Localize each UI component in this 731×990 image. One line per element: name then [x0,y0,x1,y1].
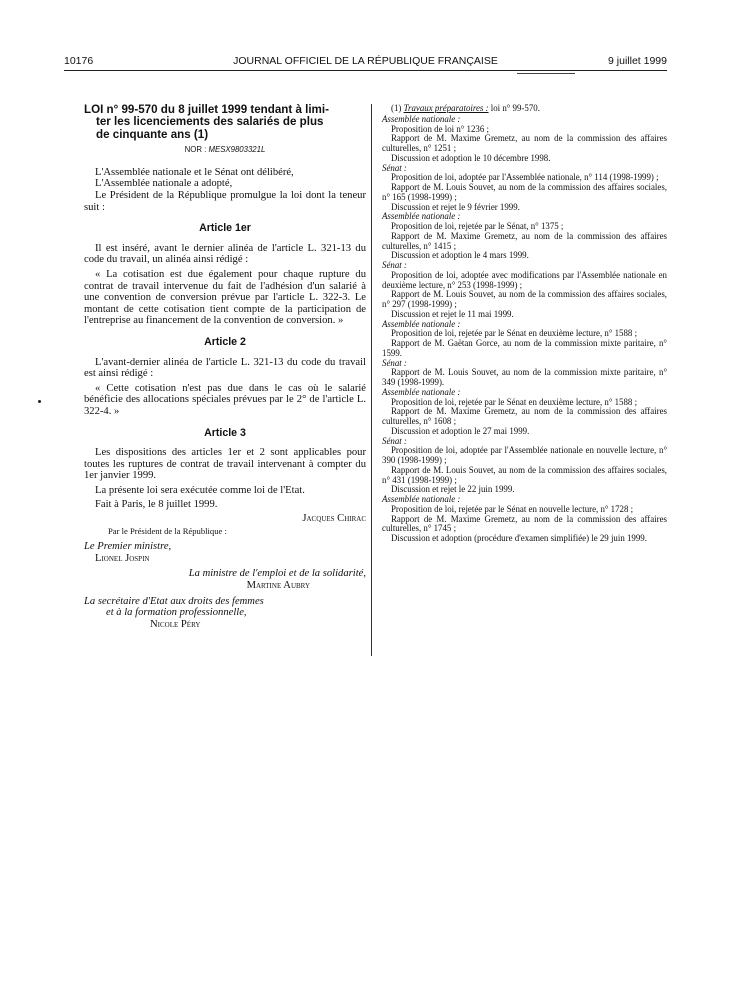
prime-minister-name: Lionel Jospin [95,552,150,564]
chamber-heading: Assemblée nationale : [382,318,461,329]
history-item: Proposition de loi, adoptée par l'Assemblée nationale, n° 114 (1998-1999) ; [391,172,659,183]
secretary-name: Nicole Péry [150,618,201,630]
journal-title: JOURNAL OFFICIEL DE LA RÉPUBLIQUE FRANÇAISE [233,55,498,67]
history-item: Proposition de loi, rejetée par le Sénat, n° 1375 ; [391,221,564,231]
header-rule-short [517,73,575,74]
minister-title: La ministre de l'emploi et de la solidarité, [188,568,366,580]
chamber-heading: Sénat : [382,435,407,446]
done-at: Fait à Paris, le 8 juillet 1999. [95,499,218,511]
chamber-heading: Assemblée nationale : [382,494,461,504]
margin-mark [38,400,41,403]
header-rule [64,70,667,71]
history-item: Rapport de M. Louis Souvet, au nom de la commission mixte paritaire, n° 349 (1998-1999). [382,367,667,387]
chamber-heading: Assemblée nationale : [382,211,461,222]
article-paragraph: L'avant-dernier alinéa de l'article L. 321-13 du code du travail est ainsi rédigé : [84,356,366,380]
footnote-text: loi n° 99-570. [490,103,540,113]
article-paragraph: « La cotisation est due également pour chaque rupture du contrat de travail intervenue du fait de l'adhésion d'un salarié à une convention de conversion prévue par l'article L. 322-3. Le montant de cette cotisation tient compte de la participation de l'entreprise au financement de la convention de conversion. » [84,268,366,327]
law-title-line: de cinquante ans (1) [96,127,209,141]
secretary-title: et à la formation professionnelle, [106,607,247,619]
nor-label: NOR : [184,145,207,155]
history-item: Proposition de loi, rejetée par le Sénat en deuxième lecture, n° 1588 ; [391,328,638,339]
footnote-column [382,104,667,544]
history-item: Rapport de M. Maxime Gremetz, au nom de la commission des affaires culturelles, n° 1415 ; [382,230,667,251]
history-item: Rapport de M. Louis Souvet, au nom de la commission des affaires sociales, n° 431 (1998-1999) ; [382,464,667,485]
article-paragraph: Les dispositions des articles 1er et 2 sont applicables pour toutes les ruptures de contrat de travail intervenant à compter du 1er janvier 1999. [84,447,366,482]
history-item: Discussion et adoption le 10 décembre 1998. [391,152,551,163]
history-item: Rapport de M. Maxime Gremetz, au nom de la commission des affaires culturelles, n° 1745 ; [382,513,667,534]
footnote-number: (1) [391,103,402,113]
preamble-line: Le Président de la République promulgue la loi dont la teneur suit : [84,190,366,213]
preamble-line: L'Assemblée nationale et le Sénat ont délibéré, [95,166,294,178]
law-column [84,104,366,630]
legislative-history [382,115,667,544]
history-item: Discussion et adoption le 4 mars 1999. [391,250,529,261]
chamber-heading: Sénat : [382,162,407,173]
by-president: Par le Président de la République : [108,525,227,536]
article-paragraph: Il est inséré, avant le dernier alinéa de l'article L. 321-13 du code du travail, un alinéa ainsi rédigé : [84,242,366,266]
chamber-heading: Assemblée nationale : [382,386,461,397]
president-signature: Jacques Chirac [302,513,366,525]
chamber-heading: Sénat : [382,357,407,368]
history-item: Proposition de loi, rejetée par le Sénat en deuxième lecture, n° 1588 ; [391,396,638,407]
article-paragraph: La présente loi sera exécutée comme loi de l'Etat. [95,484,305,496]
history-item: Proposition de loi, rejetée par le Sénat en nouvelle lecture, n° 1728 ; [391,503,634,514]
history-item: Proposition de loi, adoptée avec modifications par l'Assemblée nationale en deuxième lecture, n° 253 (1998-1999) ; [382,269,667,290]
history-item: Discussion et rejet le 11 mai 1999. [391,308,514,319]
history-item: Rapport de M. Louis Souvet, au nom de la commission des affaires sociales, n° 297 (1998-1999) ; [382,289,667,309]
history-item: Rapport de M. Louis Souvet, au nom de la commission des affaires sociales, n° 165 (1998-1999) ; [382,182,667,202]
page-number: 10176 [64,55,94,67]
history-item: Proposition de loi, adoptée par l'Assemblée nationale en nouvelle lecture, n° 390 (1998-1999) ; [382,445,667,465]
page-header [64,52,667,68]
chamber-heading: Sénat : [382,260,407,270]
minister-name: Martine Aubry [246,580,310,592]
law-title-line: ter les licenciements des salariés de plus [96,115,324,129]
law-title [84,104,366,141]
footnote-label: Travaux préparatoires : [403,103,489,113]
article-3-title: Article 3 [204,426,246,439]
preamble-line: L'Assemblée nationale a adopté, [95,178,233,190]
nor-code: MESX9803321L [208,145,266,155]
chamber-heading: Assemblée nationale : [382,113,461,124]
secretary-title: La secrétaire d'Etat aux droits des femmes [84,595,264,607]
history-item: Rapport de M. Gaëtan Gorce, au nom de la commission mixte paritaire, n° 1599. [382,338,667,358]
issue-date: 9 juillet 1999 [608,55,667,67]
footnote-reference [382,104,667,114]
history-item: Discussion et adoption le 27 mai 1999. [391,425,530,436]
history-item: Rapport de M. Maxime Gremetz, au nom de la commission des affaires culturelles, n° 1251 ; [382,133,667,153]
history-item: Discussion et rejet le 9 février 1999. [391,201,520,212]
history-item: Discussion et rejet le 22 juin 1999. [391,484,515,495]
history-item: Proposition de loi n° 1236 ; [391,123,489,134]
article-paragraph: « Cette cotisation n'est pas due dans le cas où le salarié bénéficie des allocations spéciales prévues par le 2° de l'article L. 322-4. » [84,382,366,417]
column-separator [371,104,372,656]
history-item: Rapport de M. Maxime Gremetz, au nom de la commission des affaires culturelles, n° 1608 ; [382,406,667,426]
history-item: Discussion et adoption (procédure d'examen simplifiée) le 29 juin 1999. [391,533,647,543]
prime-minister-title: Le Premier ministre, [84,541,172,553]
nor-reference [84,144,366,156]
law-title-line: LOI n° 99-570 du 8 juillet 1999 tendant à limi- [84,103,329,116]
article-2-title: Article 2 [204,335,246,348]
article-1-title: Article 1er [199,222,251,235]
